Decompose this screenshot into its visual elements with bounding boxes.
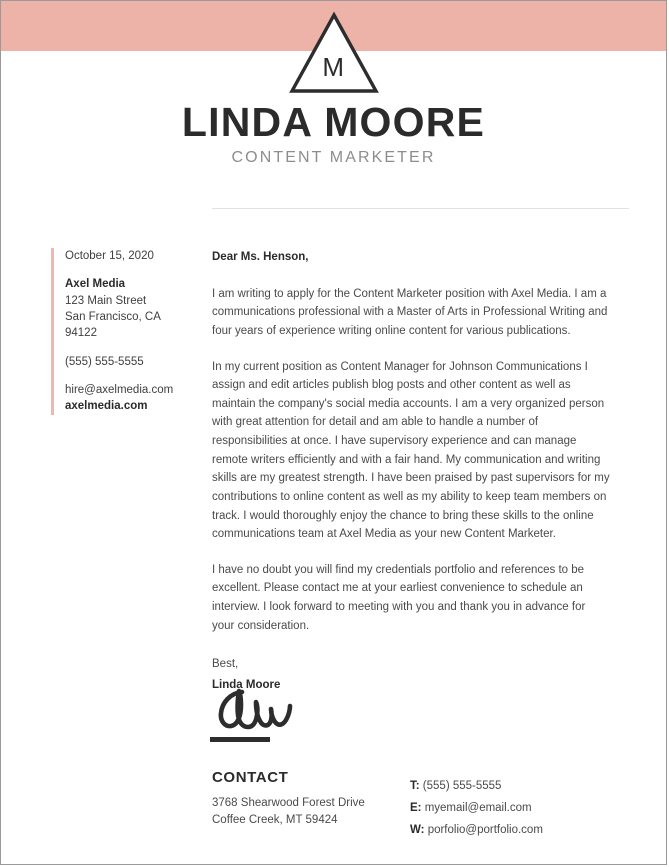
page-title: LINDA MOORE	[181, 99, 486, 145]
letter-signer-name: Linda Moore	[212, 678, 281, 691]
footer-email-value[interactable]: myemail@email.com	[424, 802, 532, 815]
footer-email[interactable]	[410, 797, 543, 819]
recipient-address-line1: 123 Main Street	[65, 294, 147, 307]
footer-address-line1: 3768 Shearwood Forest Drive	[212, 797, 365, 809]
page-subtitle: CONTENT MARKETER	[231, 149, 436, 166]
recipient-address-line2: San Francisco, CA	[65, 310, 161, 323]
letter-body	[212, 248, 610, 695]
handwritten-signature-icon	[210, 687, 330, 742]
footer-address	[212, 795, 410, 828]
letter-signoff: Best,	[212, 658, 239, 671]
recipient-address-line3: 94122	[65, 327, 97, 340]
recipient-email[interactable]: hire@axelmedia.com	[65, 383, 174, 396]
letter-date: October 15, 2020	[65, 250, 154, 262]
footer-website-label: W:	[410, 824, 425, 837]
footer-phone-label: T:	[410, 780, 420, 792]
recipient-phone: (555) 555-5555	[65, 355, 144, 368]
recipient-website[interactable]: axelmedia.com	[65, 400, 148, 413]
footer-heading: CONTACT	[212, 769, 289, 786]
footer-website-value[interactable]: porfolio@portfolio.com	[427, 824, 543, 837]
recipient-company: Axel Media	[65, 278, 126, 291]
signature-underline	[210, 737, 270, 742]
footer-contact-column	[410, 769, 543, 841]
recipient-contact-links	[65, 382, 201, 415]
logo-letter: M	[322, 52, 345, 82]
header-divider	[212, 208, 629, 209]
footer-email-label: E:	[410, 802, 422, 815]
footer-address-line2: Coffee Creek, MT 59424	[212, 813, 338, 826]
triangle-monogram-icon	[288, 9, 380, 95]
recipient-address	[65, 276, 201, 341]
footer-phone	[410, 775, 543, 797]
letter-paragraph: In my current position as Content Manager for Johnson Communications I assign and edit articles publish blog posts and other content as well as maintain the company's social media accounts. I am a very organized person with great attention for detail and am able to handle a number of responsibilities at once. I have supervisory experience and can manage remote writers efficiently and with a fair hand. My communication and writing skills are my greatest strength. I have been praised by past supervisors for my contributions to online content as well as my ability to keep team members on track. I would thoroughly enjoy the chance to bring these skills to the online communications team at Axel Media as your new Content Marketer.	[212, 360, 610, 541]
footer-website[interactable]	[410, 819, 543, 841]
letter-salutation: Dear Ms. Henson,	[212, 251, 309, 263]
footer-address-column	[212, 769, 410, 841]
letter-paragraph: I have no doubt you will find my credentials portfolio and references to be excellent. Please contact me at your earliest convenience to schedule an interview. I look forward to meeting with you and thank you in advance for your consideration.	[212, 563, 586, 632]
contact-footer	[212, 769, 612, 841]
letter-paragraph: I am writing to apply for the Content Marketer position with Axel Media. I am a communications professional with a Master of Arts in Professional Writing and four years of experience writing online content for various publications.	[212, 287, 608, 337]
footer-phone-value: (555) 555-5555	[422, 780, 502, 792]
recipient-sidebar	[51, 248, 201, 415]
